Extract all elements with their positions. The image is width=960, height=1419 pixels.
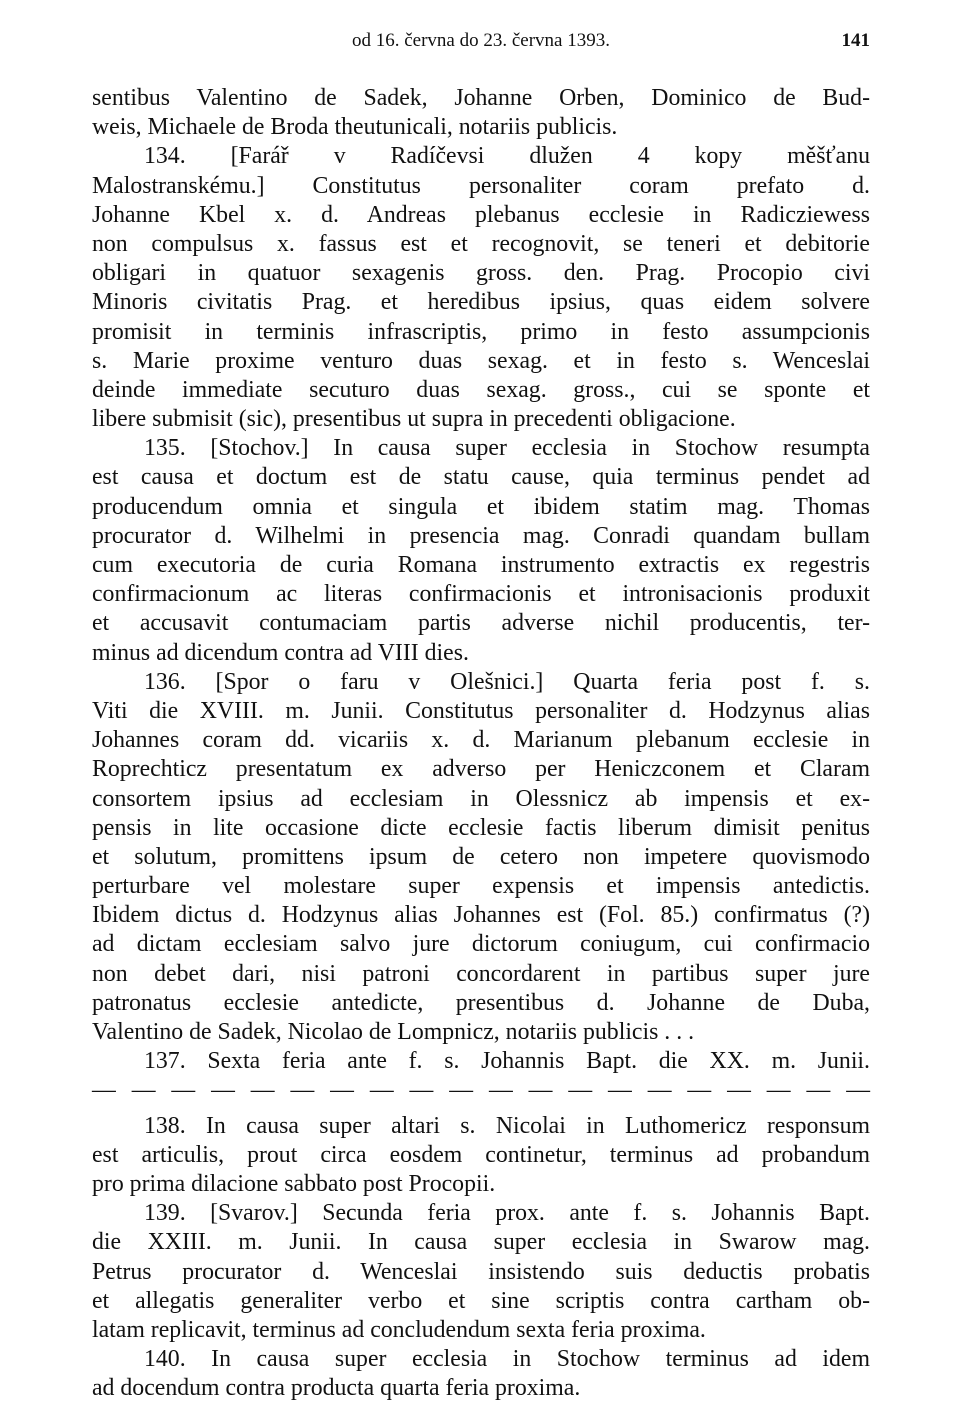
text-line: 139. [Svarov.] Secunda feria prox. ante f. s. Johannis Bapt. xyxy=(144,1200,870,1227)
text-line: 137. Sexta feria ante f. s. Johannis Bapt. die XX. m. Junii. xyxy=(144,1048,870,1075)
text-line: libere submisit (sic), presentibus ut supra in precedenti obligacione. xyxy=(92,406,736,433)
text-line: Johannes coram dd. vicariis x. d. Marianum plebanum ecclesie in xyxy=(92,727,870,754)
text-line: ad docendum contra producta quarta feria proxima. xyxy=(92,1375,581,1402)
dash-separator: — — — — — — — — — — — — — — — — — — — — xyxy=(92,1077,870,1104)
text-line: non compulsus x. fassus est et recognovit, se teneri et debitorie xyxy=(92,230,870,257)
text-line: confirmacionum ac literas confirmacionis et intronisacionis produxit xyxy=(92,581,870,608)
text-line: cum executoria de curia Romana instrumento extractis ex regestris xyxy=(92,552,870,578)
running-title: od 16. června do 23. června 1393. xyxy=(351,30,610,51)
text-line: 135. [Stochov.] In causa super ecclesia in Stochow resumpta xyxy=(144,435,870,462)
text-line: Petrus procurator d. Wenceslai insistendo suis deductis probatis xyxy=(92,1258,870,1285)
page-number: 141 xyxy=(841,30,870,51)
text-line: est articulis, prout circa eosdem continetur, terminus ad probandum xyxy=(92,1141,870,1168)
text-line: patronatus ecclesie antedicte, presentibus d. Johanne de Duba, xyxy=(92,989,870,1016)
text-line: Roprechticz presentatum ex adverso per Heniczconem et Claram xyxy=(92,756,870,783)
text-line: 134. [Farář v Radíčevsi dlužen 4 kopy měšťanu xyxy=(144,143,870,170)
running-head xyxy=(92,30,870,56)
text-line: Valentino de Sadek, Nicolao de Lompnicz, notariis publicis . . . xyxy=(92,1019,695,1045)
text-line: Ibidem dictus d. Hodzynus alias Johannes est (Fol. 85.) confirmatus (?) xyxy=(92,902,870,929)
text-line: Johanne Kbel x. d. Andreas plebanus ecclesie in Radicziewess xyxy=(92,201,870,228)
text-line: latam replicavit, terminus ad concludendum sexta feria proxima. xyxy=(92,1316,706,1343)
text-line: 140. In causa super ecclesia in Stochow terminus ad idem xyxy=(144,1346,870,1373)
text-line: promisit in terminis infrascriptis, primo in festo assumpcionis xyxy=(92,318,870,345)
text-line: et accusavit contumaciam partis adverse nichil producentis, ter- xyxy=(92,610,870,637)
text-line: est causa et doctum est de statu cause, quia terminus pendet ad xyxy=(92,464,870,491)
text-line: weis, Michaele de Broda theutunicali, notariis publicis. xyxy=(92,114,618,141)
text-line: die XXIII. m. Junii. In causa super ecclesia in Swarow mag. xyxy=(92,1229,870,1256)
text-line: producendum omnia et singula et ibidem statim mag. Thomas xyxy=(92,493,870,520)
text-line: 138. In causa super altari s. Nicolai in Luthomericz responsum xyxy=(144,1112,870,1139)
text-line: procurator d. Wilhelmi in presencia mag. Conradi quandam bullam xyxy=(92,522,870,549)
text-line: et solutum, promittens ipsum de cetero non impetere quovismodo xyxy=(92,843,870,870)
text-line: sentibus Valentino de Sadek, Johanne Orben, Dominico de Bud- xyxy=(92,85,870,111)
text-line: Minoris civitatis Prag. et heredibus ipsius, quas eidem solvere xyxy=(92,289,870,316)
text-line: ad dictam ecclesiam salvo jure dictorum coniugum, cui confirmacio xyxy=(92,931,870,958)
text-line: consortem ipsius ad ecclesiam in Olessnicz ab impensis et ex- xyxy=(92,785,870,812)
text-line: obligari in quatuor sexagenis gross. den. Prag. Procopio civi xyxy=(92,260,870,287)
text-line: Viti die XVIII. m. Junii. Constitutus personaliter d. Hodzynus alias xyxy=(92,697,870,724)
text-line: pensis in lite occasione dicte ecclesie factis liberum dimisit penitus xyxy=(92,814,870,841)
body-text xyxy=(92,84,870,1403)
text-line: Malostranskému.] Constitutus personaliter coram prefato d. xyxy=(92,172,870,199)
text-line: pro prima dilacione sabbato post Procopii. xyxy=(92,1170,496,1197)
text-line: deinde immediate secuturo duas sexag. gross., cui se sponte et xyxy=(92,376,870,403)
text-line: non debet dari, nisi patroni concordarent in partibus super jure xyxy=(92,960,870,987)
text-line: minus ad dicendum contra ad VIII dies. xyxy=(92,639,469,666)
text-line: 136. [Spor o faru v Olešnici.] Quarta feria post f. s. xyxy=(144,668,870,695)
text-line: s. Marie proxime venturo duas sexag. et in festo s. Wenceslai xyxy=(92,347,870,374)
text-line: perturbare vel molestare super expensis et impensis antedictis. xyxy=(92,873,870,900)
text-line: et allegatis generaliter verbo et sine scriptis contra cartham ob- xyxy=(92,1287,870,1314)
